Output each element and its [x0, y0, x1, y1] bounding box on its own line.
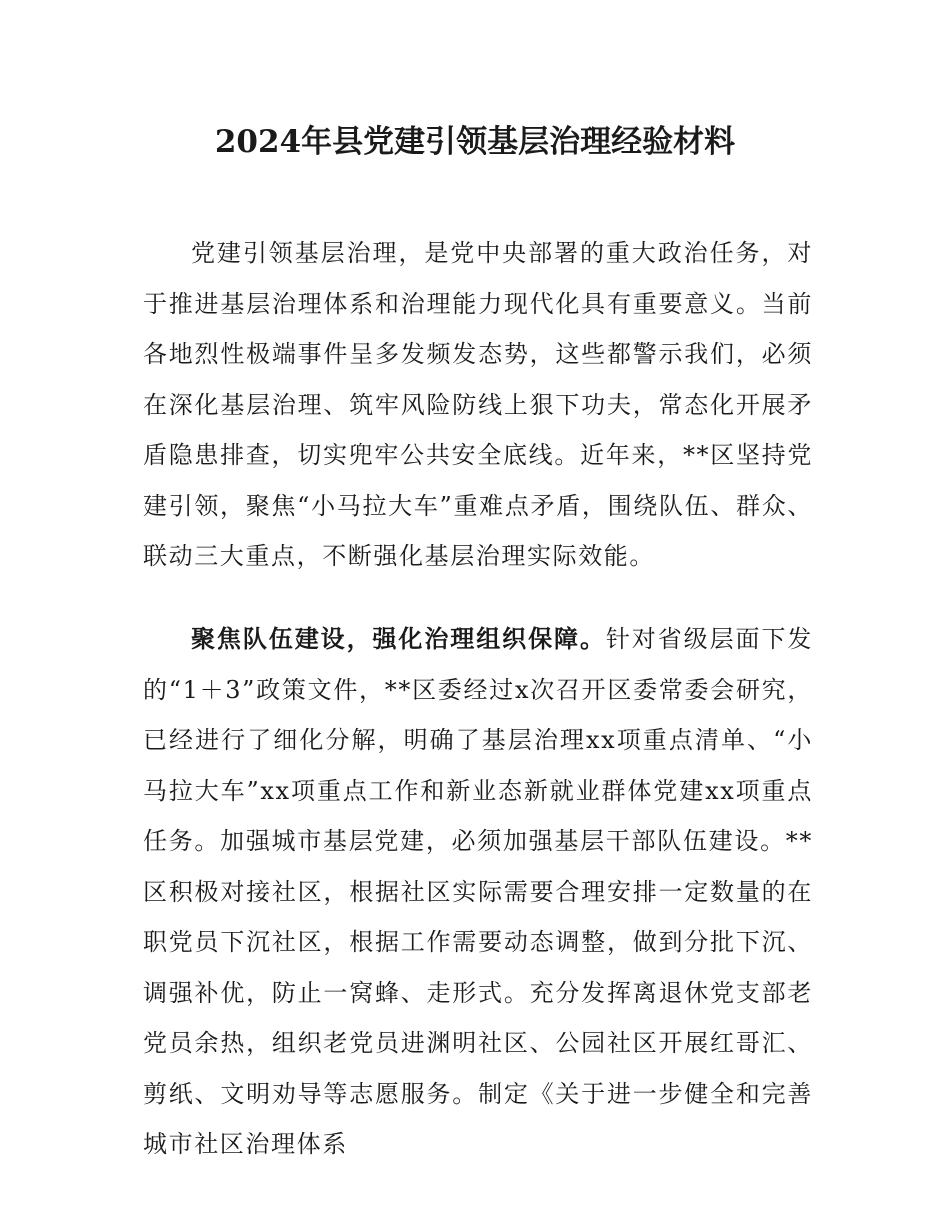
paragraph-team-building-text: 针对省级层面下发的“1＋3”政策文件，**区委经过x次召开区委常委会研究，已经进行了细化分解，明确了基层治理xx项重点清单、“小马拉大车”xx项重点工作和新业态新就业群体党建xx项重点任务。加强城市基层党建，必须加强基层干部队伍建设。**区积极对接社区，根据社区实际需要合理安排一定数量的在职党员下沉社区，根据工作需要动态调整，做到分批下沉、调强补优，防止一窝蜂、走形式。充分发挥离退休党支部老党员余热，组织老党员进渊明社区、公园社区开展红哥汇、剪纸、文明劝导等志愿服务。制定《关于进一步健全和完善城市社区治理体系 — [143, 625, 813, 1158]
document-title: 2024年县党建引领基层治理经验材料 — [214, 124, 736, 160]
paragraph-intro-text: 党建引领基层治理，是党中央部署的重大政治任务，对于推进基层治理体系和治理能力现代化具有重要意义。当前各地烈性极端事件呈多发频发态势，这些都警示我们，必须在深化基层治理、筑牢风险防线上狠下功夫，常态化开展矛盾隐患排查，切实兜牢公共安全底线。近年来，**区坚持党建引领，聚焦“小马拉大车”重难点矛盾，围绕队伍、群众、联动三大重点，不断强化基层治理实际效能。 — [143, 239, 813, 570]
paragraph-heading-team-building: 聚焦队伍建设，强化治理组织保障。 — [191, 624, 606, 653]
paragraph-intro — [143, 228, 813, 582]
paragraph-team-building — [143, 614, 813, 1170]
